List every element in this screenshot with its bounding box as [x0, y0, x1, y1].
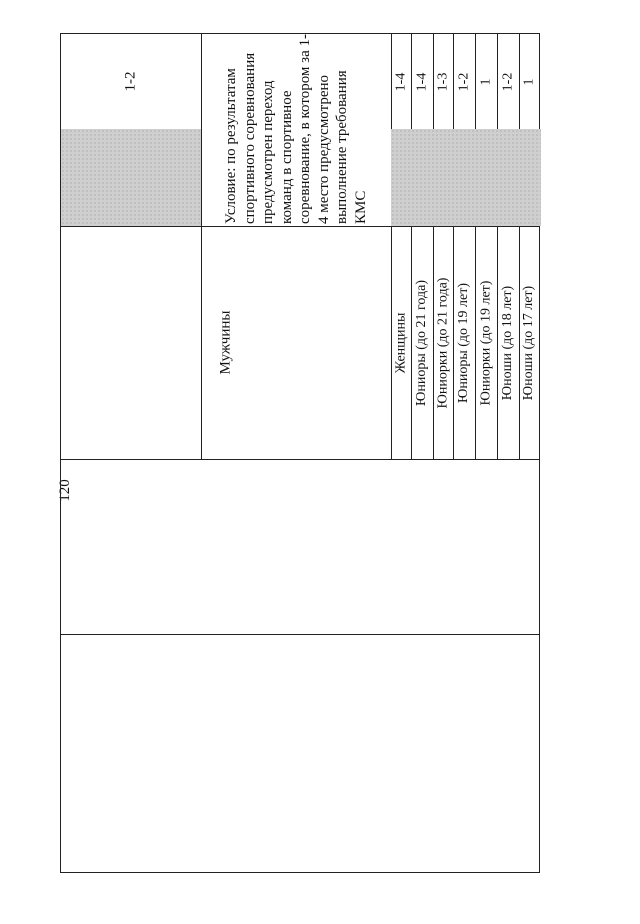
category-value: 1	[478, 78, 493, 85]
rank-range-cell	[61, 34, 201, 129]
category-label: Юноши (до 18 лет)	[500, 285, 516, 400]
category-label: Юниорки (до 21 года)	[435, 277, 451, 408]
gray-fill-left	[61, 129, 201, 226]
category-value-cell	[497, 34, 519, 129]
category-label: Юниоры (до 19 лет)	[456, 282, 472, 403]
category-label-cell	[433, 226, 453, 459]
category-value-cell	[411, 34, 433, 129]
category-label: Юноши (до 17 лет)	[521, 285, 537, 400]
category-label-cell	[497, 226, 519, 459]
category-value-cell	[519, 34, 540, 129]
category-value: 1-4	[392, 72, 408, 91]
divider-group	[61, 459, 539, 460]
category-label-cell	[519, 226, 540, 459]
rank-range-text: 1-2	[122, 71, 139, 92]
page-number-text: 120	[56, 478, 73, 502]
group-label-text: Мужчины	[217, 310, 234, 375]
category-value: 1-4	[413, 72, 429, 91]
category-value-cell	[453, 34, 475, 129]
divider-empty-1	[61, 634, 539, 635]
category-label-cell	[391, 226, 411, 459]
category-label: Женщины	[393, 312, 408, 373]
condition-cell	[201, 34, 391, 224]
category-label-cell	[411, 226, 433, 459]
category-value-cell	[391, 34, 411, 129]
category-value: 1-2	[455, 72, 471, 91]
category-value-cell	[475, 34, 497, 129]
category-label-cell	[475, 226, 497, 459]
category-value: 1-2	[499, 72, 515, 91]
category-value: 1	[521, 78, 537, 85]
condition-text: Условие: по результатам спортивного соревнования предусмотрен переход команд в спортивное соревнование, в котором за 1-4 место предусмотрено выполнение требования КМС	[223, 34, 369, 224]
rotated-table	[60, 33, 540, 873]
category-value-cell	[433, 34, 453, 129]
category-label: Юниоры (до 21 года)	[414, 279, 429, 406]
category-value: 1-3	[434, 72, 450, 91]
category-label: Юниорки (до 19 лет)	[478, 280, 493, 405]
category-label-cell	[453, 226, 475, 459]
gray-fill-right	[391, 129, 541, 226]
group-label-cell	[61, 226, 391, 459]
